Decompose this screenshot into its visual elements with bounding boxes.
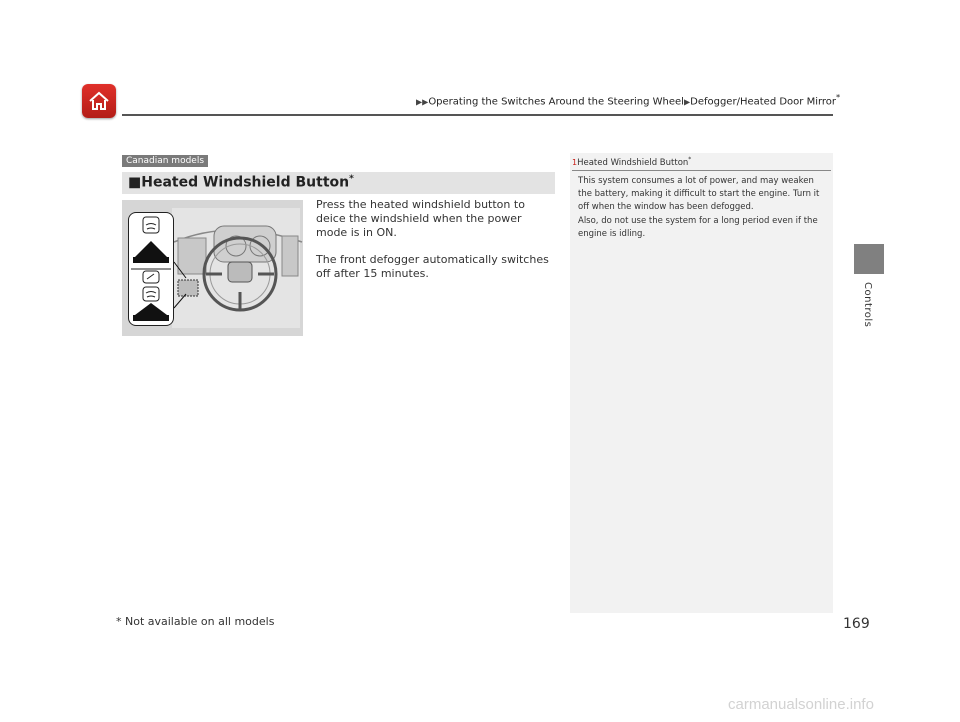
header-divider <box>122 114 833 116</box>
breadcrumb-link-1[interactable]: Operating the Switches Around the Steering Wheel <box>428 96 684 108</box>
page-number: 169 <box>843 616 870 632</box>
note-heading <box>572 156 831 171</box>
instructions <box>316 198 556 294</box>
model-tag: Canadian models <box>122 155 208 167</box>
side-tab-label[interactable]: Controls <box>862 282 873 328</box>
breadcrumb <box>416 92 840 107</box>
note-text-2: Also, do not use the system for a long period even if the engine is idling. <box>578 215 818 239</box>
footnote: * Not available on all models <box>116 615 275 628</box>
instruction-paragraph-1: Press the heated windshield button to deice the windshield when the power mode is in ON. <box>316 198 525 239</box>
note-title: Heated Windshield Button <box>577 157 689 168</box>
breadcrumb-link-2[interactable]: Defogger/Heated Door Mirror <box>690 96 837 108</box>
breadcrumb-asterisk: * <box>836 92 841 102</box>
note-number: 1 <box>572 157 578 167</box>
section-square-icon: ■ <box>128 174 142 191</box>
section-title-asterisk: * <box>349 174 354 184</box>
home-button[interactable] <box>82 84 116 118</box>
dashboard-illustration <box>122 200 303 336</box>
home-icon <box>87 89 111 113</box>
note-body <box>578 175 828 241</box>
breadcrumb-arrow-icon: ▶ <box>683 97 691 107</box>
watermark: carmanualsonline.info <box>728 696 874 713</box>
heated-windshield-button-icon <box>129 213 173 325</box>
instruction-paragraph-2: The front defogger automatically switches off after 15 minutes. <box>316 253 549 280</box>
note-title-asterisk: * <box>688 156 692 163</box>
side-tab-marker[interactable] <box>854 244 884 274</box>
section-title <box>128 174 354 191</box>
section-heading-bar <box>122 172 555 194</box>
note-text-1: This system consumes a lot of power, and may weaken the battery, making it difficult to start the engine. Turn it off when the window has been defogged. <box>578 176 820 213</box>
sidebar-note <box>570 153 833 613</box>
section-title-text: Heated Windshield Button <box>141 174 350 191</box>
switch-callout-box <box>128 212 174 326</box>
breadcrumb-arrow-icon: ▶▶ <box>416 97 429 107</box>
